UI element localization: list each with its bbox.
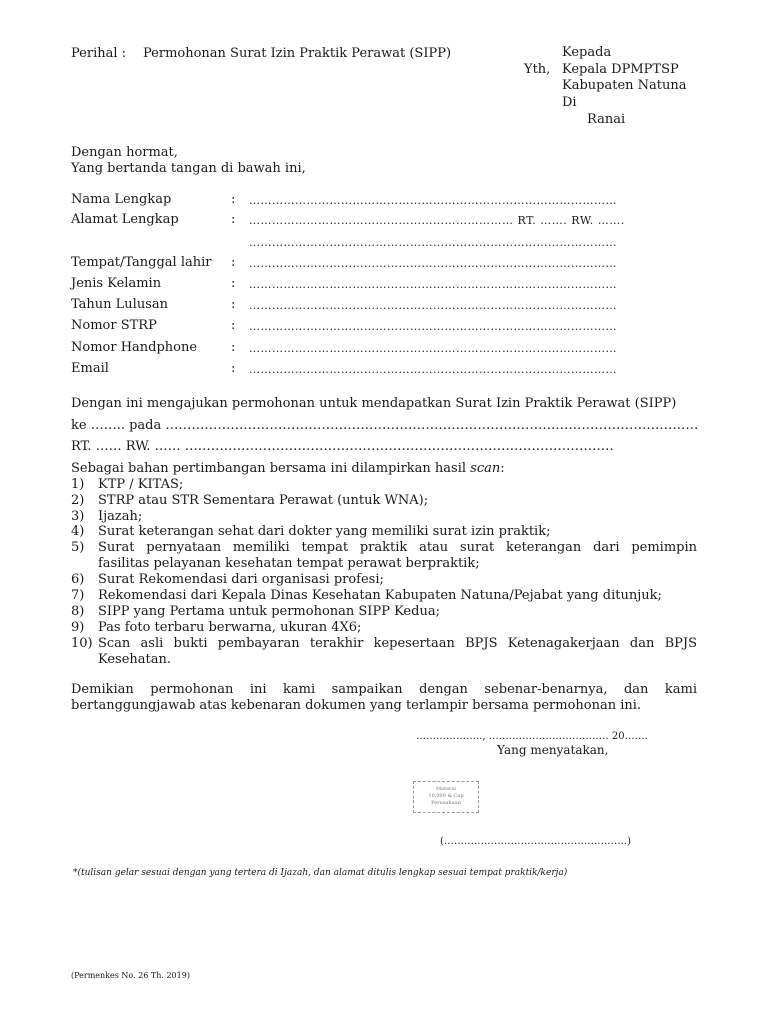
field-label-nama: Nama Lengkap (71, 192, 172, 207)
field-colon: : (231, 297, 236, 312)
list-item-num: 6) (71, 572, 85, 587)
perihal-value: Permohonan Surat Izin Praktik Perawat (SIPP) (143, 46, 452, 61)
list-item-num: 5) (71, 540, 85, 555)
footnote: *(tulisan gelar sesuai dengan yang tertera di Ijazah, dan alamat ditulis lengkap sesuai tempat praktik/kerja) (73, 868, 568, 878)
list-item-continued: Kesehatan. (98, 652, 172, 667)
field-colon: : (231, 192, 236, 207)
materai-stamp-box (413, 781, 479, 813)
signature-name-line[interactable]: (……………………………………………….) (440, 836, 631, 847)
field-label-tahun-lulusan: Tahun Lulusan (71, 297, 168, 312)
list-item-continued: fasilitas pelayanan kesehatan tempat perawat berpraktik; (98, 556, 480, 571)
list-item-num: 2) (71, 493, 85, 508)
stamp-line-3: Perusahaan (431, 800, 461, 806)
field-label-handphone: Nomor Handphone (71, 340, 198, 355)
list-item: Pas foto terbaru berwarna, ukuran 4X6; (98, 620, 362, 635)
field-colon: : (231, 212, 236, 227)
field-colon: : (231, 276, 236, 291)
list-item-num: 4) (71, 524, 85, 539)
field-dots-handphone[interactable]: …………………………………………………………………………………… (249, 342, 617, 355)
list-item: Surat keterangan sehat dari dokter yang memiliki surat izin praktik; (98, 524, 551, 539)
yth-label: Yth, (524, 62, 551, 77)
field-colon: : (231, 255, 236, 270)
di-label: Di (562, 95, 577, 110)
attachments-intro: Sebagai bahan pertimbangan bersama ini dilampirkan hasil scan: (71, 461, 505, 476)
kepada-label: Kepada (562, 45, 612, 60)
field-colon: : (231, 318, 236, 333)
list-item: Scan asli bukti pembayaran terakhir kepesertaan BPJS Ketenagakerjaan dan BPJS (98, 636, 697, 651)
list-item-num: 8) (71, 604, 85, 619)
list-item-num: 7) (71, 588, 85, 603)
field-label-ttl: Tempat/Tanggal lahir (71, 255, 212, 270)
place-date-line[interactable]: ……………….., ……………………………… 20……. (416, 731, 648, 742)
field-dots-tahun-lulusan[interactable]: …………………………………………………………………………………… (249, 299, 617, 312)
list-item: Rekomendasi dari Kepala Dinas Kesehatan Kabupaten Natuna/Pejabat yang ditunjuk; (98, 588, 662, 603)
recipient-city: Ranai (587, 112, 626, 127)
field-colon: : (231, 340, 236, 355)
recipient-line-2: Kabupaten Natuna (562, 78, 687, 93)
stamp-line-1: Materai (435, 786, 457, 792)
request-line-2[interactable]: ke …….. pada …………………………………………………………………………………………………………… (71, 418, 699, 433)
field-dots-nama[interactable]: …………………………………………………………………………………… (249, 194, 617, 207)
field-label-email: Email (71, 361, 109, 376)
field-dots-jenis-kelamin[interactable]: …………………………………………………………………………………… (249, 278, 617, 291)
greeting-line-1: Dengan hormat, (71, 145, 178, 160)
field-dots-email[interactable]: …………………………………………………………………………………… (249, 363, 617, 376)
perihal-label: Perihal : (71, 46, 127, 61)
recipient-line-1: Kepala DPMPTSP (562, 62, 679, 77)
request-line-3[interactable]: RT. …… RW. …… ……………………………………………………………………………………… (71, 439, 614, 454)
signature-title: Yang menyatakan, (497, 743, 609, 757)
field-dots-strp[interactable]: …………………………………………………………………………………… (249, 320, 617, 333)
field-dots-ttl[interactable]: …………………………………………………………………………………… (249, 257, 617, 270)
closing-line-1: Demikian permohonan ini kami sampaikan dengan sebenar-benarnya, dan kami (71, 682, 697, 697)
list-item: STRP atau STR Sementara Perawat (untuk WNA); (98, 493, 429, 508)
list-item: Ijazah; (98, 509, 143, 524)
list-item: Surat pernyataan memiliki tempat praktik atau surat keterangan dari pemimpin (98, 540, 697, 555)
request-line-1: Dengan ini mengajukan permohonan untuk mendapatkan Surat Izin Praktik Perawat (SIPP) (71, 396, 677, 411)
list-item-num: 9) (71, 620, 85, 635)
field-label-alamat: Alamat Lengkap (71, 212, 179, 227)
list-item-num: 3) (71, 509, 85, 524)
stamp-line-2: 10.000 & Cap (428, 793, 464, 799)
closing-line-2: bertanggungjawab atas kebenaran dokumen yang terlampir bersama permohonan ini. (71, 698, 642, 713)
list-item-num: 1) (71, 477, 85, 492)
list-item-num: 10) (71, 636, 93, 651)
regulation-reference: (Permenkes No. 26 Th. 2019) (71, 971, 190, 980)
field-dots-alamat[interactable]: …………………………………………………………… RT. ……. RW. ……. (249, 214, 625, 227)
greeting-line-2: Yang bertanda tangan di bawah ini, (71, 161, 306, 176)
field-label-jenis-kelamin: Jenis Kelamin (71, 276, 162, 291)
field-dots-alamat-2[interactable]: …………………………………………………………………………………… (249, 236, 617, 249)
field-colon: : (231, 361, 236, 376)
list-item: SIPP yang Pertama untuk permohonan SIPP Kedua; (98, 604, 440, 619)
list-item: Surat Rekomendasi dari organisasi profesi; (98, 572, 384, 587)
list-item: KTP / KITAS; (98, 477, 184, 492)
field-label-strp: Nomor STRP (71, 318, 157, 333)
